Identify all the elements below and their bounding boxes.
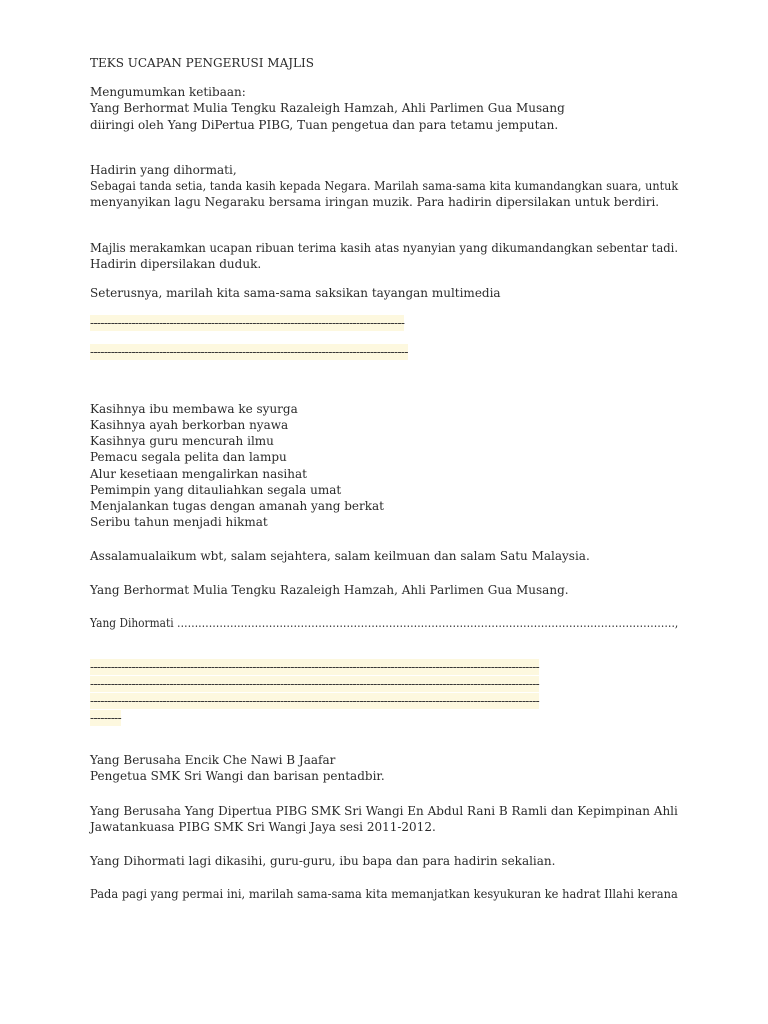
text-line: Jawatankuasa PIBG SMK Sri Wangi Jaya sesi 2011-2012. [90, 820, 436, 834]
poem-line: Seribu tahun menjadi hikmat [90, 515, 268, 529]
poem-line: Kasihnya ibu membawa ke syurga [90, 402, 298, 416]
text-line: menyanyikan lagu Negaraku bersama iringan muzik. Para hadirin dipersilakan untuk berdiri. [90, 195, 660, 209]
text-line: Yang Berhormat Mulia Tengku Razaleigh Hamzah, Ahli Parlimen Gua Musang [90, 101, 565, 115]
text-line: Yang Berusaha Yang Dipertua PIBG SMK Sri Wangi En Abdul Rani B Ramli dan Kepimpinan Ahli [90, 804, 678, 818]
text-line: Yang Dihormati ……………………………………………………………………………………………………………………………, [90, 616, 679, 630]
text-line: Sebagai tanda setia, tanda kasih kepada Negara. Marilah sama-sama kita kumandangkan suara, untuk [90, 179, 679, 193]
poem-line: Kasihnya guru mencurah ilmu [90, 434, 274, 448]
text-line: Hadirin dipersilakan duduk. [90, 257, 262, 271]
poem-line: Kasihnya ayah berkorban nyawa [90, 418, 289, 432]
text-line: Majlis merakamkan ucapan ribuan terima kasih atas nyanyian yang dikumandangkan sebentar tadi. [90, 241, 679, 255]
dashed-separator: ---------------------------------------------------------------------------------------------------------------------------------- [90, 677, 540, 691]
text-line: diiringi oleh Yang DiPertua PIBG, Tuan pengetua dan para tetamu jemputan. [90, 118, 559, 132]
text-line: Pengetua SMK Sri Wangi dan barisan pentadbir. [90, 769, 385, 783]
dashed-separator: ------------------------------------------------------------------------------------------- [90, 316, 405, 330]
text-line: Yang Berhormat Mulia Tengku Razaleigh Hamzah, Ahli Parlimen Gua Musang. [90, 583, 569, 597]
dashed-separator: -------------------------------------------------------------------------------------------- [90, 345, 408, 359]
text-line: Pada pagi yang permai ini, marilah sama-sama kita memanjatkan kesyukuran ke hadrat Illahi kerana [90, 887, 678, 901]
dashed-separator: ---------------------------------------------------------------------------------------------------------------------------------- [90, 660, 540, 674]
text-line: Yang Berusaha Encik Che Nawi B Jaafar [90, 753, 336, 767]
text-line: Assalamualaikum wbt, salam sejahtera, salam keilmuan dan salam Satu Malaysia. [90, 549, 590, 563]
poem-line: Pemacu segala pelita dan lampu [90, 450, 287, 464]
dashed-separator: ---------------------------------------------------------------------------------------------------------------------------------- [90, 694, 540, 708]
dashed-separator: --------- [90, 711, 122, 725]
text-line: Mengumumkan ketibaan: [90, 85, 246, 99]
poem-line: Menjalankan tugas dengan amanah yang berkat [90, 499, 384, 513]
poem-line: Alur kesetiaan mengalirkan nasihat [90, 467, 307, 481]
poem-line: Pemimpin yang ditauliahkan segala umat [90, 483, 342, 497]
text-line: Seterusnya, marilah kita sama-sama saksikan tayangan multimedia [90, 286, 501, 300]
text-line: Hadirin yang dihormati, [90, 163, 237, 177]
text-line: Yang Dihormati lagi dikasihi, guru-guru, ibu bapa dan para hadirin sekalian. [90, 854, 556, 868]
document-title: TEKS UCAPAN PENGERUSI MAJLIS [90, 56, 314, 70]
